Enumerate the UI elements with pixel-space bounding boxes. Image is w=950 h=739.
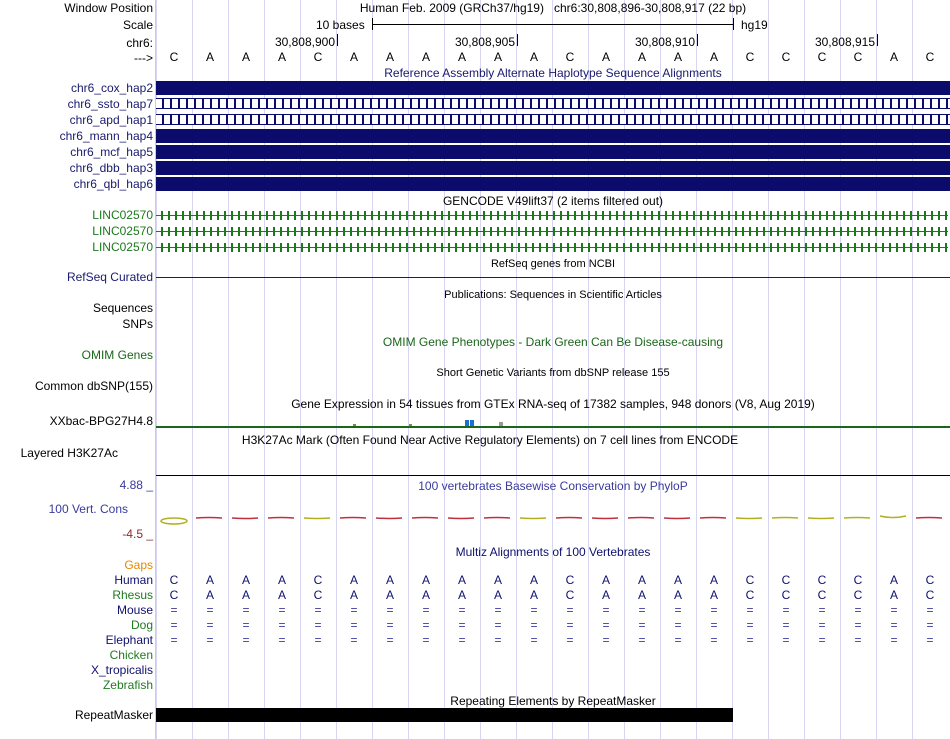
multiz-aligned-base: C xyxy=(313,573,323,587)
multiz-identical-base: = xyxy=(206,633,214,647)
phylop-score-mark xyxy=(412,518,438,519)
multiz-identical-base: = xyxy=(818,633,826,647)
multiz-aligned-base: C xyxy=(781,588,791,602)
multiz-aligned-base: A xyxy=(385,588,394,602)
alt-haplotype-label[interactable]: chr6_cox_hap2 xyxy=(70,81,153,95)
multiz-species-label[interactable]: X_tropicalis xyxy=(90,663,153,677)
gaps-track-label[interactable]: Gaps xyxy=(124,558,153,572)
reference-base: A xyxy=(709,50,718,64)
reference-base: A xyxy=(241,50,250,64)
phylop-score-mark xyxy=(484,518,510,519)
multiz-identical-base: = xyxy=(350,603,358,617)
multiz-identical-base: = xyxy=(314,633,322,647)
multiz-identical-base: = xyxy=(530,603,538,617)
multiz-identical-base: = xyxy=(818,603,826,617)
phylop-score-mark xyxy=(376,518,402,519)
multiz-identical-base: = xyxy=(350,633,358,647)
multiz-identical-base: = xyxy=(926,633,934,647)
multiz-identical-base: = xyxy=(782,603,790,617)
multiz-aligned-base: A xyxy=(385,573,394,587)
multiz-identical-base: = xyxy=(926,603,934,617)
multiz-aligned-base: A xyxy=(529,588,538,602)
track-data-area[interactable] xyxy=(156,0,950,739)
multiz-aligned-base: A xyxy=(241,588,250,602)
multiz-aligned-base: A xyxy=(349,588,358,602)
multiz-identical-base: = xyxy=(746,603,754,617)
multiz-species-label[interactable]: Dog xyxy=(130,618,153,632)
ruler-position-label: 30,808,905 xyxy=(454,35,515,49)
multiz-identical-base: = xyxy=(566,633,574,647)
multiz-identical-base: = xyxy=(494,618,502,632)
multiz-aligned-base: A xyxy=(673,588,682,602)
phylop-score-mark xyxy=(700,518,726,519)
h3k27ac-track-label[interactable]: Layered H3K27Ac xyxy=(20,446,118,460)
phylop-score-mark xyxy=(628,518,654,519)
multiz-identical-base: = xyxy=(458,633,466,647)
multiz-identical-base: = xyxy=(854,633,862,647)
ruler-position-label: 30,808,900 xyxy=(274,35,335,49)
multiz-identical-base: = xyxy=(494,603,502,617)
reference-base: C xyxy=(565,50,575,64)
multiz-identical-base: = xyxy=(422,603,430,617)
reference-base: A xyxy=(529,50,538,64)
gencode-gene-label[interactable]: LINC02570 xyxy=(92,224,153,238)
multiz-species-label[interactable]: Rhesus xyxy=(112,588,153,602)
multiz-identical-base: = xyxy=(206,603,214,617)
phylop-score-mark xyxy=(844,518,870,519)
multiz-identical-base: = xyxy=(530,618,538,632)
multiz-aligned-base: A xyxy=(637,588,646,602)
scale-assembly-label: hg19 xyxy=(741,18,768,32)
multiz-aligned-base: A xyxy=(709,588,718,602)
reference-base: C xyxy=(817,50,827,64)
phylop-max-label: 4.88 _ xyxy=(119,478,153,492)
phylop-score-mark xyxy=(196,518,222,519)
phylop-score-mark xyxy=(232,518,258,519)
repeatmasker-track-title: Repeating Elements by RepeatMasker xyxy=(450,694,656,708)
phylop-score-mark xyxy=(448,518,474,519)
publications-track-title: Publications: Sequences in Scientific Articles xyxy=(444,289,662,301)
multiz-aligned-base: C xyxy=(169,573,179,587)
multiz-identical-base: = xyxy=(674,603,682,617)
multiz-aligned-base: A xyxy=(637,573,646,587)
reference-base: C xyxy=(781,50,791,64)
multiz-aligned-base: A xyxy=(601,573,610,587)
multiz-aligned-base: C xyxy=(925,573,935,587)
multiz-identical-base: = xyxy=(818,618,826,632)
multiz-identical-base: = xyxy=(926,618,934,632)
multiz-aligned-base: A xyxy=(889,588,898,602)
window-position-label: Window Position xyxy=(64,1,153,15)
ruler-position-label: 30,808,910 xyxy=(634,35,695,49)
reference-base: A xyxy=(637,50,646,64)
ruler-position-label: 30,808,915 xyxy=(814,35,875,49)
multiz-identical-base: = xyxy=(494,633,502,647)
strand-label: ---> xyxy=(134,51,153,65)
multiz-identical-base: = xyxy=(782,633,790,647)
multiz-identical-base: = xyxy=(638,633,646,647)
multiz-aligned-base: C xyxy=(745,588,755,602)
phylop-score-mark xyxy=(664,518,690,519)
multiz-identical-base: = xyxy=(602,633,610,647)
multiz-identical-base: = xyxy=(314,603,322,617)
sequences-track-label[interactable]: Sequences xyxy=(92,301,153,315)
snps-track-label[interactable]: SNPs xyxy=(122,317,153,331)
multiz-identical-base: = xyxy=(242,603,250,617)
multiz-identical-base: = xyxy=(206,618,214,632)
multiz-aligned-base: C xyxy=(745,573,755,587)
reference-base: A xyxy=(601,50,610,64)
phylop-score-mark xyxy=(520,518,546,519)
multiz-identical-base: = xyxy=(890,603,898,617)
multiz-identical-base: = xyxy=(422,618,430,632)
multiz-aligned-base: C xyxy=(853,588,863,602)
reference-base: C xyxy=(853,50,863,64)
alt-haplotype-label[interactable]: chr6_ssto_hap7 xyxy=(67,97,153,111)
multiz-aligned-base: A xyxy=(601,588,610,602)
gencode-gene-label[interactable]: LINC02570 xyxy=(92,240,153,254)
alt-haplotype-label[interactable]: chr6_qbl_hap6 xyxy=(73,177,153,191)
multiz-species-label[interactable]: Human xyxy=(114,573,153,587)
phylop-score-mark xyxy=(736,518,762,519)
reference-base: A xyxy=(421,50,430,64)
assembly-position-text: Human Feb. 2009 (GRCh37/hg19) chr6:30,808,896-30,808,917 (22 bp) xyxy=(359,1,747,15)
phylop-score-mark xyxy=(268,518,294,519)
multiz-identical-base: = xyxy=(566,603,574,617)
gtex-track-title: Gene Expression in 54 tissues from GTEx RNA-seq of 17382 samples, 948 donors (V8, Aug 2019) xyxy=(291,397,815,411)
reference-base: C xyxy=(925,50,935,64)
reference-base: A xyxy=(493,50,502,64)
alt-haplotype-label[interactable]: chr6_mann_hap4 xyxy=(59,129,153,143)
multiz-identical-base: = xyxy=(458,603,466,617)
multiz-aligned-base: A xyxy=(205,588,214,602)
multiz-identical-base: = xyxy=(746,618,754,632)
reference-base: A xyxy=(205,50,214,64)
phylop-track-label[interactable]: 100 Vert. Cons xyxy=(48,502,128,516)
multiz-aligned-base: A xyxy=(241,573,250,587)
multiz-identical-base: = xyxy=(890,618,898,632)
multiz-aligned-base: C xyxy=(313,588,323,602)
multiz-aligned-base: C xyxy=(817,573,827,587)
reference-base: A xyxy=(889,50,898,64)
multiz-aligned-base: A xyxy=(493,573,502,587)
multiz-identical-base: = xyxy=(890,633,898,647)
multiz-aligned-base: A xyxy=(457,588,466,602)
multiz-identical-base: = xyxy=(170,633,178,647)
chrom-label: chr6: xyxy=(126,36,153,50)
alt-haplotype-label[interactable]: chr6_dbb_hap3 xyxy=(69,161,153,175)
repeatmasker-element[interactable] xyxy=(156,708,733,722)
multiz-identical-base: = xyxy=(746,633,754,647)
multiz-aligned-base: A xyxy=(349,573,358,587)
multiz-identical-base: = xyxy=(710,603,718,617)
alt-haplotype-label[interactable]: chr6_apd_hap1 xyxy=(69,113,153,127)
multiz-identical-base: = xyxy=(710,618,718,632)
reference-base: C xyxy=(745,50,755,64)
reference-base: A xyxy=(457,50,466,64)
multiz-identical-base: = xyxy=(458,618,466,632)
multiz-species-label[interactable]: Chicken xyxy=(109,648,153,662)
multiz-identical-base: = xyxy=(602,603,610,617)
multiz-identical-base: = xyxy=(674,618,682,632)
gencode-gene-label[interactable]: LINC02570 xyxy=(92,208,153,222)
multiz-aligned-base: A xyxy=(205,573,214,587)
gtex-track-label[interactable]: XXbac-BPG27H4.8 xyxy=(49,414,153,428)
phylop-score-mark xyxy=(340,518,366,519)
omim-track-title: OMIM Gene Phenotypes - Dark Green Can Be Disease-causing xyxy=(382,335,724,349)
alt-haplotype-label[interactable]: chr6_mcf_hap5 xyxy=(70,145,153,159)
multiz-aligned-base: C xyxy=(925,588,935,602)
multiz-identical-base: = xyxy=(350,618,358,632)
multiz-identical-base: = xyxy=(422,633,430,647)
multiz-aligned-base: A xyxy=(277,573,286,587)
multiz-identical-base: = xyxy=(530,633,538,647)
multiz-aligned-base: C xyxy=(853,573,863,587)
multiz-aligned-base: C xyxy=(781,573,791,587)
dbsnp-track-label[interactable]: Common dbSNP(155) xyxy=(34,379,153,393)
multiz-identical-base: = xyxy=(386,633,394,647)
multiz-identical-base: = xyxy=(314,618,322,632)
multiz-identical-base: = xyxy=(602,618,610,632)
multiz-aligned-base: A xyxy=(709,573,718,587)
phylop-score-mark xyxy=(772,518,798,519)
multiz-species-label[interactable]: Mouse xyxy=(116,603,153,617)
multiz-aligned-base: C xyxy=(565,573,575,587)
phylop-track-title: 100 vertebrates Basewise Conservation by PhyloP xyxy=(418,479,688,493)
multiz-identical-base: = xyxy=(638,603,646,617)
scale-label: Scale xyxy=(122,18,153,32)
multiz-identical-base: = xyxy=(710,633,718,647)
multiz-aligned-base: A xyxy=(421,573,430,587)
reference-base: A xyxy=(349,50,358,64)
phylop-score-mark xyxy=(808,518,834,519)
multiz-identical-base: = xyxy=(566,618,574,632)
multiz-aligned-base: A xyxy=(421,588,430,602)
multiz-identical-base: = xyxy=(386,603,394,617)
multiz-identical-base: = xyxy=(242,633,250,647)
multiz-species-label[interactable]: Zebrafish xyxy=(102,678,153,692)
multiz-identical-base: = xyxy=(278,633,286,647)
multiz-track-title: Multiz Alignments of 100 Vertebrates xyxy=(455,545,651,559)
phylop-score-mark xyxy=(556,518,582,519)
multiz-identical-base: = xyxy=(278,603,286,617)
multiz-aligned-base: A xyxy=(493,588,502,602)
phylop-score-mark xyxy=(916,518,942,519)
multiz-aligned-base: A xyxy=(277,588,286,602)
phylop-score-mark xyxy=(592,518,618,519)
multiz-aligned-base: C xyxy=(169,588,179,602)
multiz-species-label[interactable]: Elephant xyxy=(105,633,153,647)
multiz-identical-base: = xyxy=(278,618,286,632)
repeatmasker-track-label[interactable]: RepeatMasker xyxy=(74,708,153,722)
refseq-track-title: RefSeq genes from NCBI xyxy=(490,258,616,270)
phylop-score-mark xyxy=(880,516,906,518)
reference-base: A xyxy=(385,50,394,64)
phylop-score-mark xyxy=(304,518,330,519)
omim-track-label[interactable]: OMIM Genes xyxy=(81,348,153,362)
multiz-aligned-base: A xyxy=(529,573,538,587)
phylop-min-label: -4.5 _ xyxy=(122,527,153,541)
multiz-identical-base: = xyxy=(170,603,178,617)
multiz-aligned-base: A xyxy=(673,573,682,587)
multiz-identical-base: = xyxy=(170,618,178,632)
multiz-identical-base: = xyxy=(242,618,250,632)
multiz-identical-base: = xyxy=(854,618,862,632)
multiz-aligned-base: C xyxy=(565,588,575,602)
multiz-aligned-base: C xyxy=(817,588,827,602)
reference-base: C xyxy=(313,50,323,64)
track-label-column xyxy=(0,0,156,739)
multiz-identical-base: = xyxy=(386,618,394,632)
multiz-identical-base: = xyxy=(638,618,646,632)
alt-haplotype-track-title: Reference Assembly Alternate Haplotype Sequence Alignments xyxy=(384,66,722,80)
dbsnp-track-title: Short Genetic Variants from dbSNP release 155 xyxy=(436,367,670,379)
h3k27ac-track-title: H3K27Ac Mark (Often Found Near Active Regulatory Elements) on 7 cell lines from ENCODE xyxy=(241,433,739,447)
refseq-track-label[interactable]: RefSeq Curated xyxy=(66,270,153,284)
multiz-identical-base: = xyxy=(854,603,862,617)
multiz-identical-base: = xyxy=(782,618,790,632)
reference-base: A xyxy=(673,50,682,64)
multiz-aligned-base: A xyxy=(457,573,466,587)
reference-base: A xyxy=(277,50,286,64)
multiz-aligned-base: A xyxy=(889,573,898,587)
scale-bar-label: 10 bases xyxy=(316,18,365,32)
reference-base: C xyxy=(169,50,179,64)
multiz-identical-base: = xyxy=(674,633,682,647)
gencode-track-title: GENCODE V49lift37 (2 items filtered out) xyxy=(442,194,664,208)
